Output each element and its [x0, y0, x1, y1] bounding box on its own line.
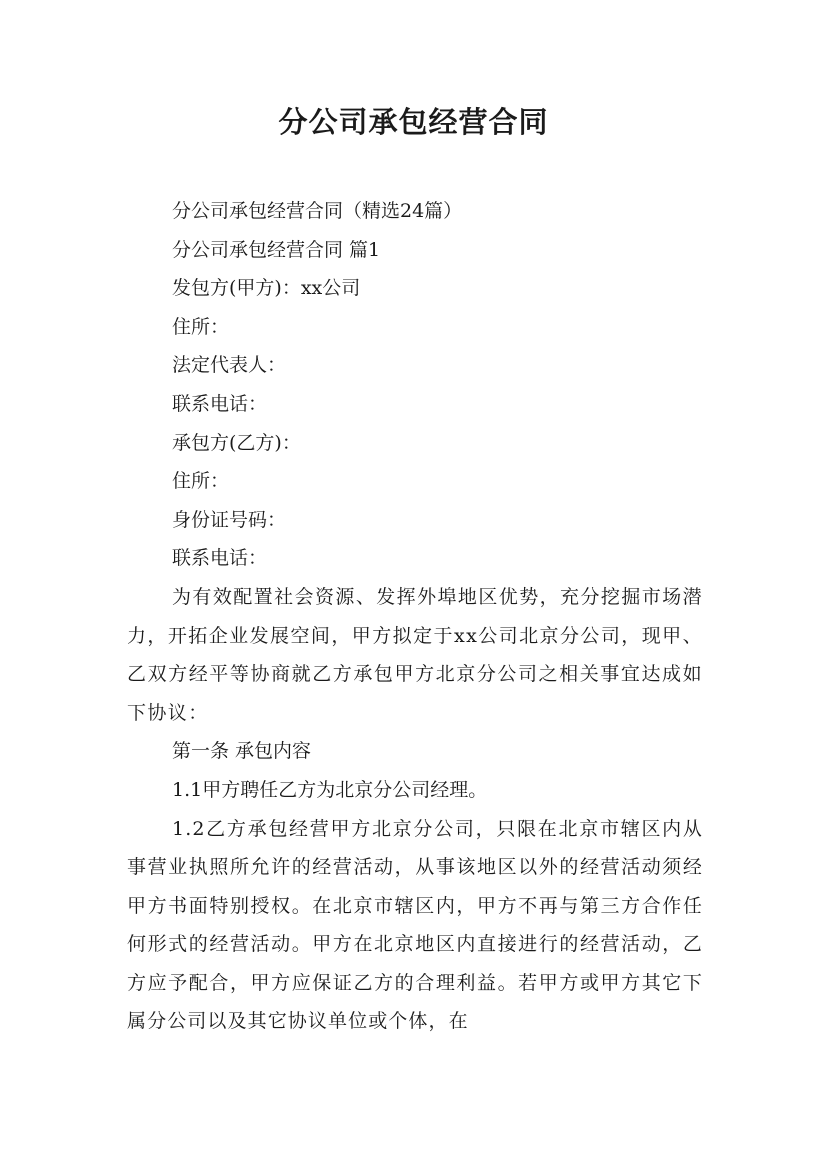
clause-1-2: 1.2乙方承包经营甲方北京分公司，只限在北京市辖区内从事营业执照所允许的经营活动，从事该地区以外的经营活动须经甲方书面特别授权。在北京市辖区内，甲方不再与第三方合作任何形式的经营活动。甲方在北京地区内直接进行的经营活动，乙方应予配合，甲方应保证乙方的合理利益。若甲方或甲方其它下属分公司以及其它协议单位或个体，在: [127, 817, 703, 1033]
party-a-phone: 联系电话：: [172, 392, 268, 415]
party-a-address: 住所：: [172, 315, 230, 338]
party-a-label: 发包方(甲方)：xx公司: [172, 277, 361, 300]
clause-1-1: 1.1甲方聘任乙方为北京分公司经理。: [172, 778, 488, 801]
party-a-legal-rep: 法定代表人：: [172, 354, 287, 377]
article-1-heading: 第一条 承包内容: [172, 740, 312, 763]
party-b-phone: 联系电话：: [172, 547, 268, 570]
preamble-paragraph: 为有效配置社会资源、发挥外埠地区优势，充分挖掘市场潜力，开拓企业发展空间，甲方拟定于xx公司北京分公司，现甲、乙双方经平等协商就乙方承包甲方北京分公司之相关事宜达成如下协议：: [127, 585, 703, 724]
document-body: [127, 192, 703, 1041]
party-b-id-number: 身份证号码：: [172, 508, 287, 531]
section-heading: 分公司承包经营合同 篇1: [172, 238, 381, 261]
document-title: 分公司承包经营合同: [278, 105, 549, 139]
party-b-address: 住所：: [172, 470, 230, 493]
document-subtitle: 分公司承包经营合同（精选24篇）: [172, 200, 463, 222]
party-b-label: 承包方(乙方)：: [172, 431, 301, 454]
